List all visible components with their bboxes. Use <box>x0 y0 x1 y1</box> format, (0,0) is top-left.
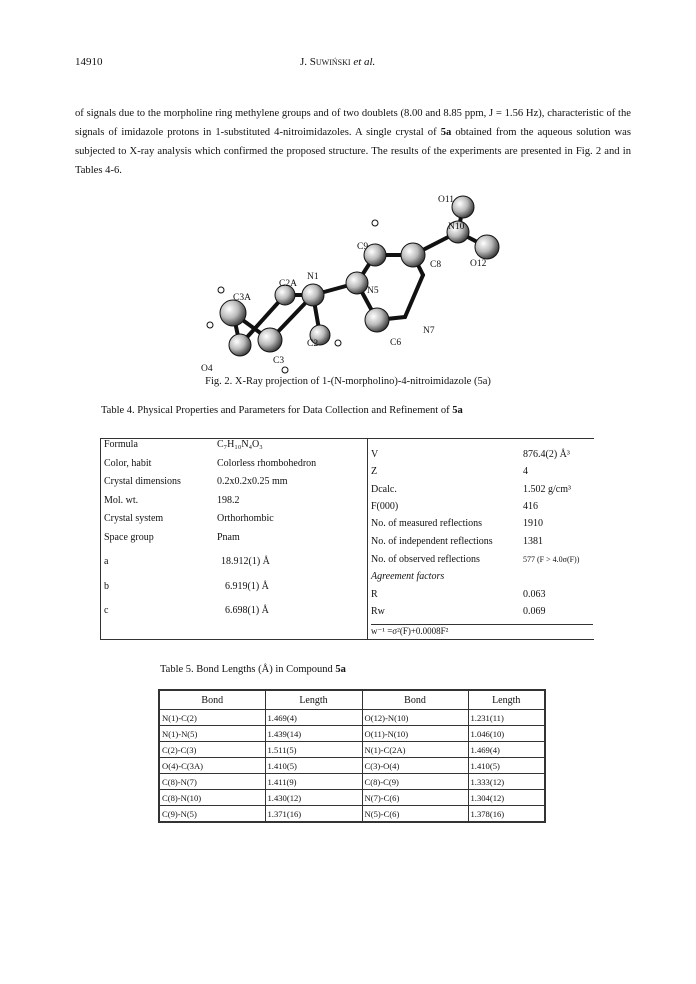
running-head <box>300 56 375 68</box>
label-o11: O11 <box>438 195 455 205</box>
table5-header-row <box>159 690 545 710</box>
atom-c8 <box>401 243 425 267</box>
table4-label: Mol. wt. <box>104 494 139 506</box>
table4-value: 0.063 <box>523 589 546 600</box>
table4-label: V <box>371 449 379 460</box>
table-row <box>159 726 545 742</box>
table-cell: 1.469(4) <box>468 742 545 758</box>
table4-label: Crystal system <box>104 513 164 524</box>
table4-caption-text: Table 4. Physical Properties and Parameters for Data Collection and Refinement of <box>101 405 453 416</box>
table4-value: Pnam <box>217 531 240 543</box>
figure-caption: Fig. 2. X-Ray projection of 1-(N-morpholino)-4-nitroimidazole (5a) <box>205 376 491 387</box>
atom-c6 <box>365 308 389 332</box>
table4-label: R <box>371 589 378 600</box>
table4-value: 198.2 <box>217 494 240 506</box>
table4 <box>100 438 594 640</box>
atom-n1 <box>302 284 324 306</box>
atom-o4 <box>229 334 251 356</box>
table4-left-values <box>217 436 316 621</box>
table-cell: N(5)-C(6) <box>362 806 468 823</box>
table4-label: No. of observed reflections <box>371 554 480 565</box>
label-o12: O12 <box>470 259 487 269</box>
table4-value: Orthorhombic <box>217 513 274 524</box>
atom-c3a <box>220 300 246 326</box>
table4-value: 18.912(1) Å <box>221 556 270 567</box>
table4-value: 6.698(1) Å <box>225 605 269 616</box>
table4-label: Dcalc. <box>371 484 397 495</box>
table-cell: 1.411(9) <box>265 774 362 790</box>
table5 <box>158 689 546 823</box>
label-n1: N1 <box>307 272 319 282</box>
table-cell: C(9)-N(5) <box>159 806 265 823</box>
atom-o11 <box>452 196 474 218</box>
table4-left-labels <box>104 436 181 621</box>
table-cell: C(3)-O(4) <box>362 758 468 774</box>
atom-o12 <box>475 235 499 259</box>
table-cell: C(8)-N(10) <box>159 790 265 806</box>
atom-n5 <box>346 272 368 294</box>
table-cell: 1.439(14) <box>265 726 362 742</box>
table4-label: Color, habit <box>104 457 152 469</box>
label-o4: O4 <box>201 364 213 374</box>
running-head-author: J. Suwiński <box>300 56 351 68</box>
table4-right <box>367 439 595 639</box>
table4-value: Colorless rhombohedron <box>217 457 317 469</box>
label-c8: C8 <box>430 260 442 270</box>
table5-caption-text: Table 5. Bond Lengths (Å) in Compound <box>160 664 336 675</box>
table4-label: Rw <box>371 606 385 617</box>
table4-label: No. of independent reflections <box>371 536 493 547</box>
label-c6: C6 <box>390 338 402 348</box>
table-cell: N(1)-C(2) <box>159 710 265 726</box>
label-c3a: C3A <box>233 293 251 303</box>
table-cell: 1.410(5) <box>468 758 545 774</box>
table4-label: Crystal dimensions <box>104 476 181 487</box>
table4-weighting: w⁻¹ =σ²(F)+0.0008F² <box>371 624 593 637</box>
table-cell: C(8)-N(7) <box>159 774 265 790</box>
table4-value: 0.069 <box>523 606 546 617</box>
table4-value: 1.502 g/cm³ <box>523 484 571 495</box>
table4-label: Formula <box>104 439 138 450</box>
running-head-etal: et al. <box>353 56 376 68</box>
table4-label: F(000) <box>371 501 399 512</box>
table4-label: a <box>104 556 109 567</box>
table-cell: 1.430(12) <box>265 790 362 806</box>
table5-caption-compound: 5a <box>335 664 346 675</box>
table4-label: No. of measured reflections <box>371 518 483 529</box>
table4-value: 876.4(2) Å³ <box>523 449 570 460</box>
table-row <box>159 806 545 823</box>
page-number: 14910 <box>75 56 103 68</box>
label-n5: N5 <box>367 286 379 296</box>
table4-caption-compound: 5a <box>452 405 463 416</box>
xray-figure <box>195 185 525 385</box>
table-cell: 1.333(12) <box>468 774 545 790</box>
table-cell: O(12)-N(10) <box>362 710 468 726</box>
paragraph-part-2: obtained from the aqueous solution was subjected to X-ray analysis which confirmed the proposed structure. The results of the experiments are presented in Fig. 2 and in Tables 4-6. <box>75 127 631 176</box>
table4-value: 416 <box>523 501 538 512</box>
table4-caption <box>101 405 463 416</box>
table5-header: Bond <box>159 690 265 710</box>
table-cell: 1.231(11) <box>468 710 545 726</box>
table4-value: 0.2x0.2x0.25 mm <box>217 476 288 487</box>
label-c9: C9 <box>357 242 369 252</box>
table-cell: N(1)-N(5) <box>159 726 265 742</box>
label-n10: N10 <box>448 222 465 232</box>
table4-value: 6.919(1) Å <box>225 580 269 592</box>
table-cell: 1.046(10) <box>468 726 545 742</box>
table4-value: 4 <box>523 466 528 477</box>
atom-c3 <box>258 328 282 352</box>
table4-value: 1381 <box>523 536 543 547</box>
table-cell: C(8)-C(9) <box>362 774 468 790</box>
table4-value: 577 (F > 4.0σ(F)) <box>523 555 580 564</box>
table-cell: 1.469(4) <box>265 710 362 726</box>
label-c2: C2 <box>307 339 319 349</box>
table4-label: c <box>104 605 109 616</box>
label-c3: C3 <box>273 356 285 366</box>
table-cell: N(1)-C(2A) <box>362 742 468 758</box>
table-cell: 1.511(5) <box>265 742 362 758</box>
table4-label: b <box>104 580 109 592</box>
table4-label: Space group <box>104 531 154 543</box>
table-row <box>159 758 545 774</box>
paragraph-compound: 5a <box>440 127 452 138</box>
table-row <box>159 710 545 726</box>
table5-header: Bond <box>362 690 468 710</box>
table-row <box>159 790 545 806</box>
table-cell: 1.304(12) <box>468 790 545 806</box>
table4-value: 1910 <box>523 518 543 529</box>
table-cell: 1.371(16) <box>265 806 362 823</box>
table-row <box>159 742 545 758</box>
table5-header: Length <box>265 690 362 710</box>
table4-label: Z <box>371 466 378 477</box>
table4-label: Agreement factors <box>371 571 445 582</box>
table-cell: 1.378(16) <box>468 806 545 823</box>
label-c2a: C2A <box>279 279 297 289</box>
table-row <box>159 774 545 790</box>
table-cell: N(7)-C(6) <box>362 790 468 806</box>
table4-value: C₇H₁₀N₄O₃ <box>217 439 263 450</box>
label-n7: N7 <box>423 326 435 336</box>
body-paragraph <box>75 104 631 180</box>
table-cell: O(4)-C(3A) <box>159 758 265 774</box>
table-cell: O(11)-N(10) <box>362 726 468 742</box>
table-cell: C(2)-C(3) <box>159 742 265 758</box>
atom-n7 <box>422 274 424 276</box>
paragraph-part-1: of signals due to the morpholine ring methylene groups and of two doublets (8.00 and 8.85 ppm, J = 1.56 Hz), characteristic of the signals of imidazole protons in 1-substituted 4-nitroimidazoles. A single crystal of <box>75 108 631 138</box>
table-cell: 1.410(5) <box>265 758 362 774</box>
table5-caption <box>160 664 346 675</box>
table5-header: Length <box>468 690 545 710</box>
